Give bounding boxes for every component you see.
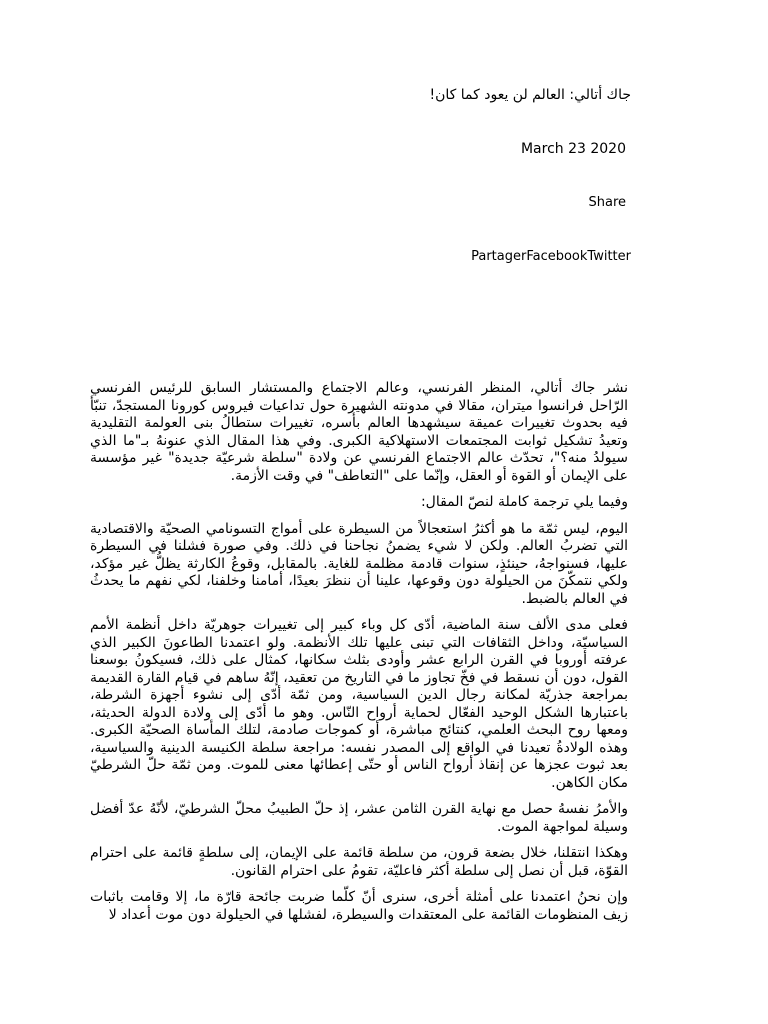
body-paragraph: وهكذا انتقلنا، خلال بضعة قرون، من سلطة قائمة على الإيمان، إلى سلطةٍ قائمة على احترام القوّة، قبل أن نصل إلى سلطة أكثر فاعليّة، تقومُ على احترام القانون. [90,845,628,879]
share-links [471,249,631,265]
body-paragraph: اليوم، ليس ثمّة ما هو أكثرُ استعجالاً من السيطرة على أمواج التسونامي الصحيّة والاقتصادية التي تضربُ العالم. ولكن لا شيء يضمنُ نجاحنا في ذلك. وفي صورة فشلنا في السيطرة عليها، فسنواجهُ، حينئذٍ، سنوات قادمة مظلمة للغاية. بالمقابل، وقوعُ الكارثة يظلُّ غير مؤكد، ولكي نتمكّنَ من الحيلولة دون وقوعها، علينا أن ننظرَ بعيدًا، أمامنا وخلفنا، لكي نفهم ما يحدثُ في العالم بالضبط. [90,520,628,607]
article-date: March 23 2020 [520,141,626,157]
intro-paragraph: نشر جاك أتالي، المنظر الفرنسي، وعالم الاجتماع والمستشار السابق للرئيس الفرنسي الرّاحل فرانسوا ميتران، مقالا في مدونته الشهيرة حول تداعيات فيروس كورونا المستجدّ، تنبّأ فيه بحدوث تغييرات عميقة سيشهدها العالم بأسره، تغييرات ستطالُ بنى العولمة التقليدية وتعيدُ تشكيل ثوابت المجتمعات الاستهلاكية الكبرى. وفي هذا المقال الذي عنونهُ بـ"ما الذي سيولدُ منه؟"، تحدّث عالم الاجتماع الفرنسي عن ولادة "سلطة شرعيّة جديدة" غير مؤسسة على الإيمان أو القوة أو العقل، وإنّما على "التعاطف" في وقت الأزمة. [90,380,628,484]
facebook-link[interactable]: Facebook [526,249,588,264]
body-paragraph: وإن نحنُ اعتمدنا على أمثلة أخرى، سنرى أنّ كلّما ضربت جائحة قارّة ما، إلا وقامت باثبات زيف المنظومات القائمة على المعتقدات والسيطرة، لفشلها في الحيلولة دون موت أعداد لا [90,889,628,923]
share-label: Share [588,195,626,210]
body-paragraph: والأمرُ نفسهُ حصل مع نهاية القرن الثامن عشر، إذ حلّ الطبيبُ محلّ الشرطيّ، لأنّهُ عدّ أفضل وسيلة لمواجهة الموت. [90,801,628,835]
body-paragraph: فعلى مدى الألف سنة الماضية، أدّى كل وباء كبير إلى تغييرات جوهريّة داخل أنظمة الأمم السياسيّة، وداخل الثقافات التي تبنى عليها تلك الأنظمة. ولو اعتمدنا الطاعونَ الكبير الذي عرفته أوروبا في القرن الرابع عشر وأودى بثلث سكانها، كمثال على ذلك، فسيكونُ بوسعنا القول، دون أن نسقط في فخّ تجاوز ما في التاريخ من تعقيد، إنّهُ ساهم في قيام القارة القديمة بمراجعة جذريّة لمكانة رجال الدين السياسية، ومن ثمّة أدّى إلى نشوء أجهزة الشرطة، باعتبارها الشكل الوحيد الفعّال لحماية أرواح النّاس. وهو ما أدّى إلى ولادة الدولة الحديثة، ومعها روح البحث العلمي، كنتائج مباشرة، أو كموجات صادمة، لتلك المأساة الصحيّة الكبرى. وهذه الولادةُ تعيدنا في الواقع إلى المصدر نفسه: مراجعة سلطة الكنيسة الدينية والسياسية، بعد ثبوت عجزها عن إنقاذ أرواح الناس أو حتّى إعطائها معنى للموت. ومن ثمّة حلّ الشرطيّ مكان الكاهن. [90,617,628,791]
article-body [90,380,628,933]
partager-link[interactable]: Partager [471,249,527,264]
article-title: جاك أتالي: العالم لن يعود كما كان! [429,87,631,103]
twitter-link[interactable]: Twitter [587,249,631,264]
translation-note: وفيما يلي ترجمة كاملة لنصّ المقال: [420,494,628,510]
